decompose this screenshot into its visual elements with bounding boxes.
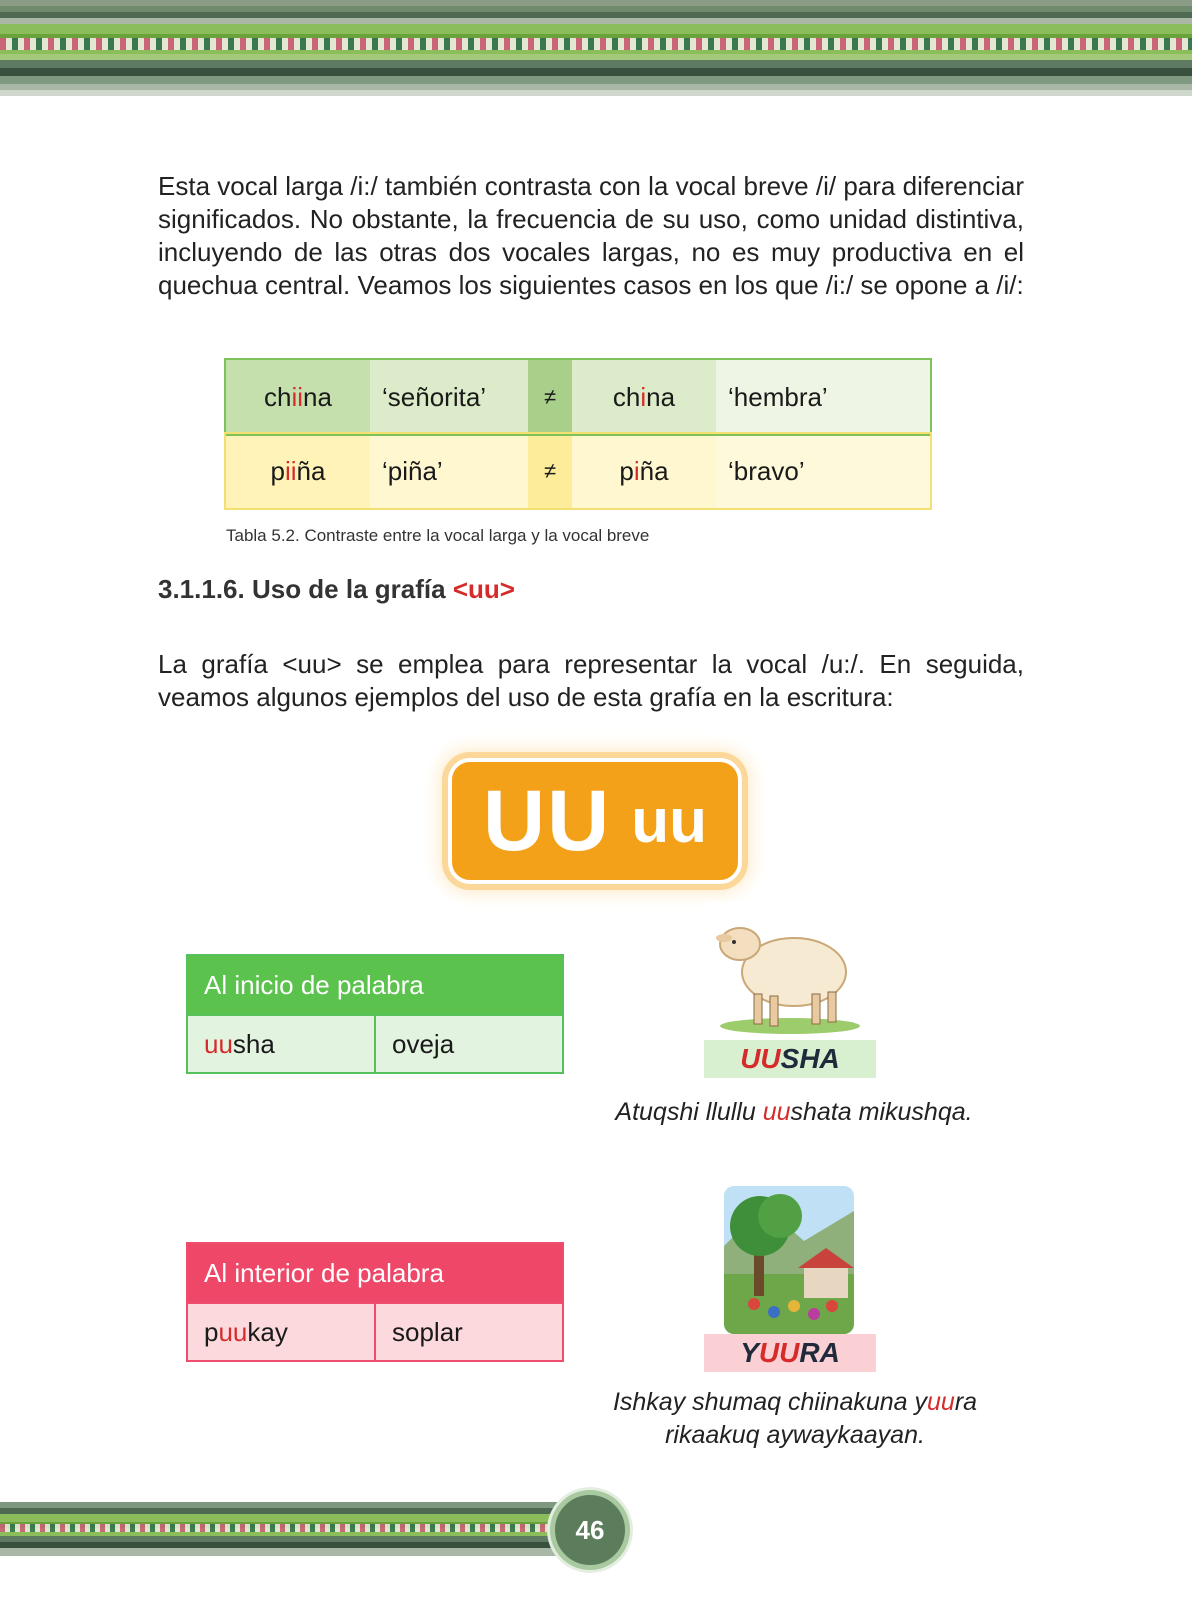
interior-table-header: Al interior de palabra (187, 1243, 563, 1303)
word-label-uusha: UUSHA (704, 1040, 876, 1078)
village-tree-illustration (724, 1186, 854, 1334)
word-label-yuura: YUURA (704, 1334, 876, 1372)
example-word: puukay (187, 1303, 375, 1361)
table-row (226, 434, 930, 508)
grapheme-badge (448, 758, 742, 884)
example-sentence-1: Atuqshi llullu uushata mikushqa. (615, 1098, 973, 1126)
bottom-decorative-band (0, 1502, 560, 1556)
bottom-band-pattern (0, 1524, 560, 1532)
initial-table-header: Al inicio de palabra (187, 955, 563, 1015)
initial-position-table (186, 954, 564, 1074)
not-equal-symbol: ≠ (528, 434, 572, 508)
interior-position-table (186, 1242, 564, 1362)
page-number: 46 (550, 1490, 630, 1570)
short-vowel-word: china (572, 360, 716, 434)
not-equal-symbol: ≠ (528, 360, 572, 434)
top-band-pattern (0, 38, 1192, 50)
sheep-illustration (704, 902, 864, 1038)
long-vowel-word: piiña (226, 434, 370, 508)
table-row (187, 1015, 563, 1073)
long-vowel-gloss: ‘señorita’ (370, 360, 528, 434)
grapheme-tag: <uu> (452, 574, 515, 604)
table-caption: Tabla 5.2. Contraste entre la vocal larga y la vocal breve (226, 526, 650, 545)
paragraph-intro: Esta vocal larga /i:/ también contrasta con la vocal breve /i/ para diferenciar significados. No obstante, la frecuencia de su uso, como unidad distintiva, incluyendo de las otras dos vocales largas, no es muy productiva en el quechua central. Veamos los siguientes casos en los que /i:/ se opone a /i/: (158, 171, 1024, 300)
section-heading: 3.1.1.6. Uso de la grafía <uu> (158, 574, 515, 604)
badge-lowercase: uu (631, 786, 707, 856)
example-meaning: soplar (375, 1303, 563, 1361)
long-vowel-gloss: ‘piña’ (370, 434, 528, 508)
top-decorative-band (0, 0, 1192, 96)
paragraph-usage: La grafía <uu> se emplea para representar la vocal /u:/. En seguida, veamos algunos ejemplos del uso de esta grafía en la escritura: (158, 649, 1024, 712)
example-word: uusha (187, 1015, 375, 1073)
short-vowel-gloss: ‘bravo’ (716, 434, 930, 508)
short-vowel-word: piña (572, 434, 716, 508)
table-row (226, 360, 930, 434)
example-meaning: oveja (375, 1015, 563, 1073)
example-sentence-2: Ishkay shumaq chiinakuna yuura rikaakuq aywaykaayan. (612, 1388, 978, 1449)
table-row (187, 1303, 563, 1361)
contrast-table (226, 360, 930, 508)
long-vowel-word: chiina (226, 360, 370, 434)
short-vowel-gloss: ‘hembra’ (716, 360, 930, 434)
badge-uppercase: UU (483, 772, 612, 869)
